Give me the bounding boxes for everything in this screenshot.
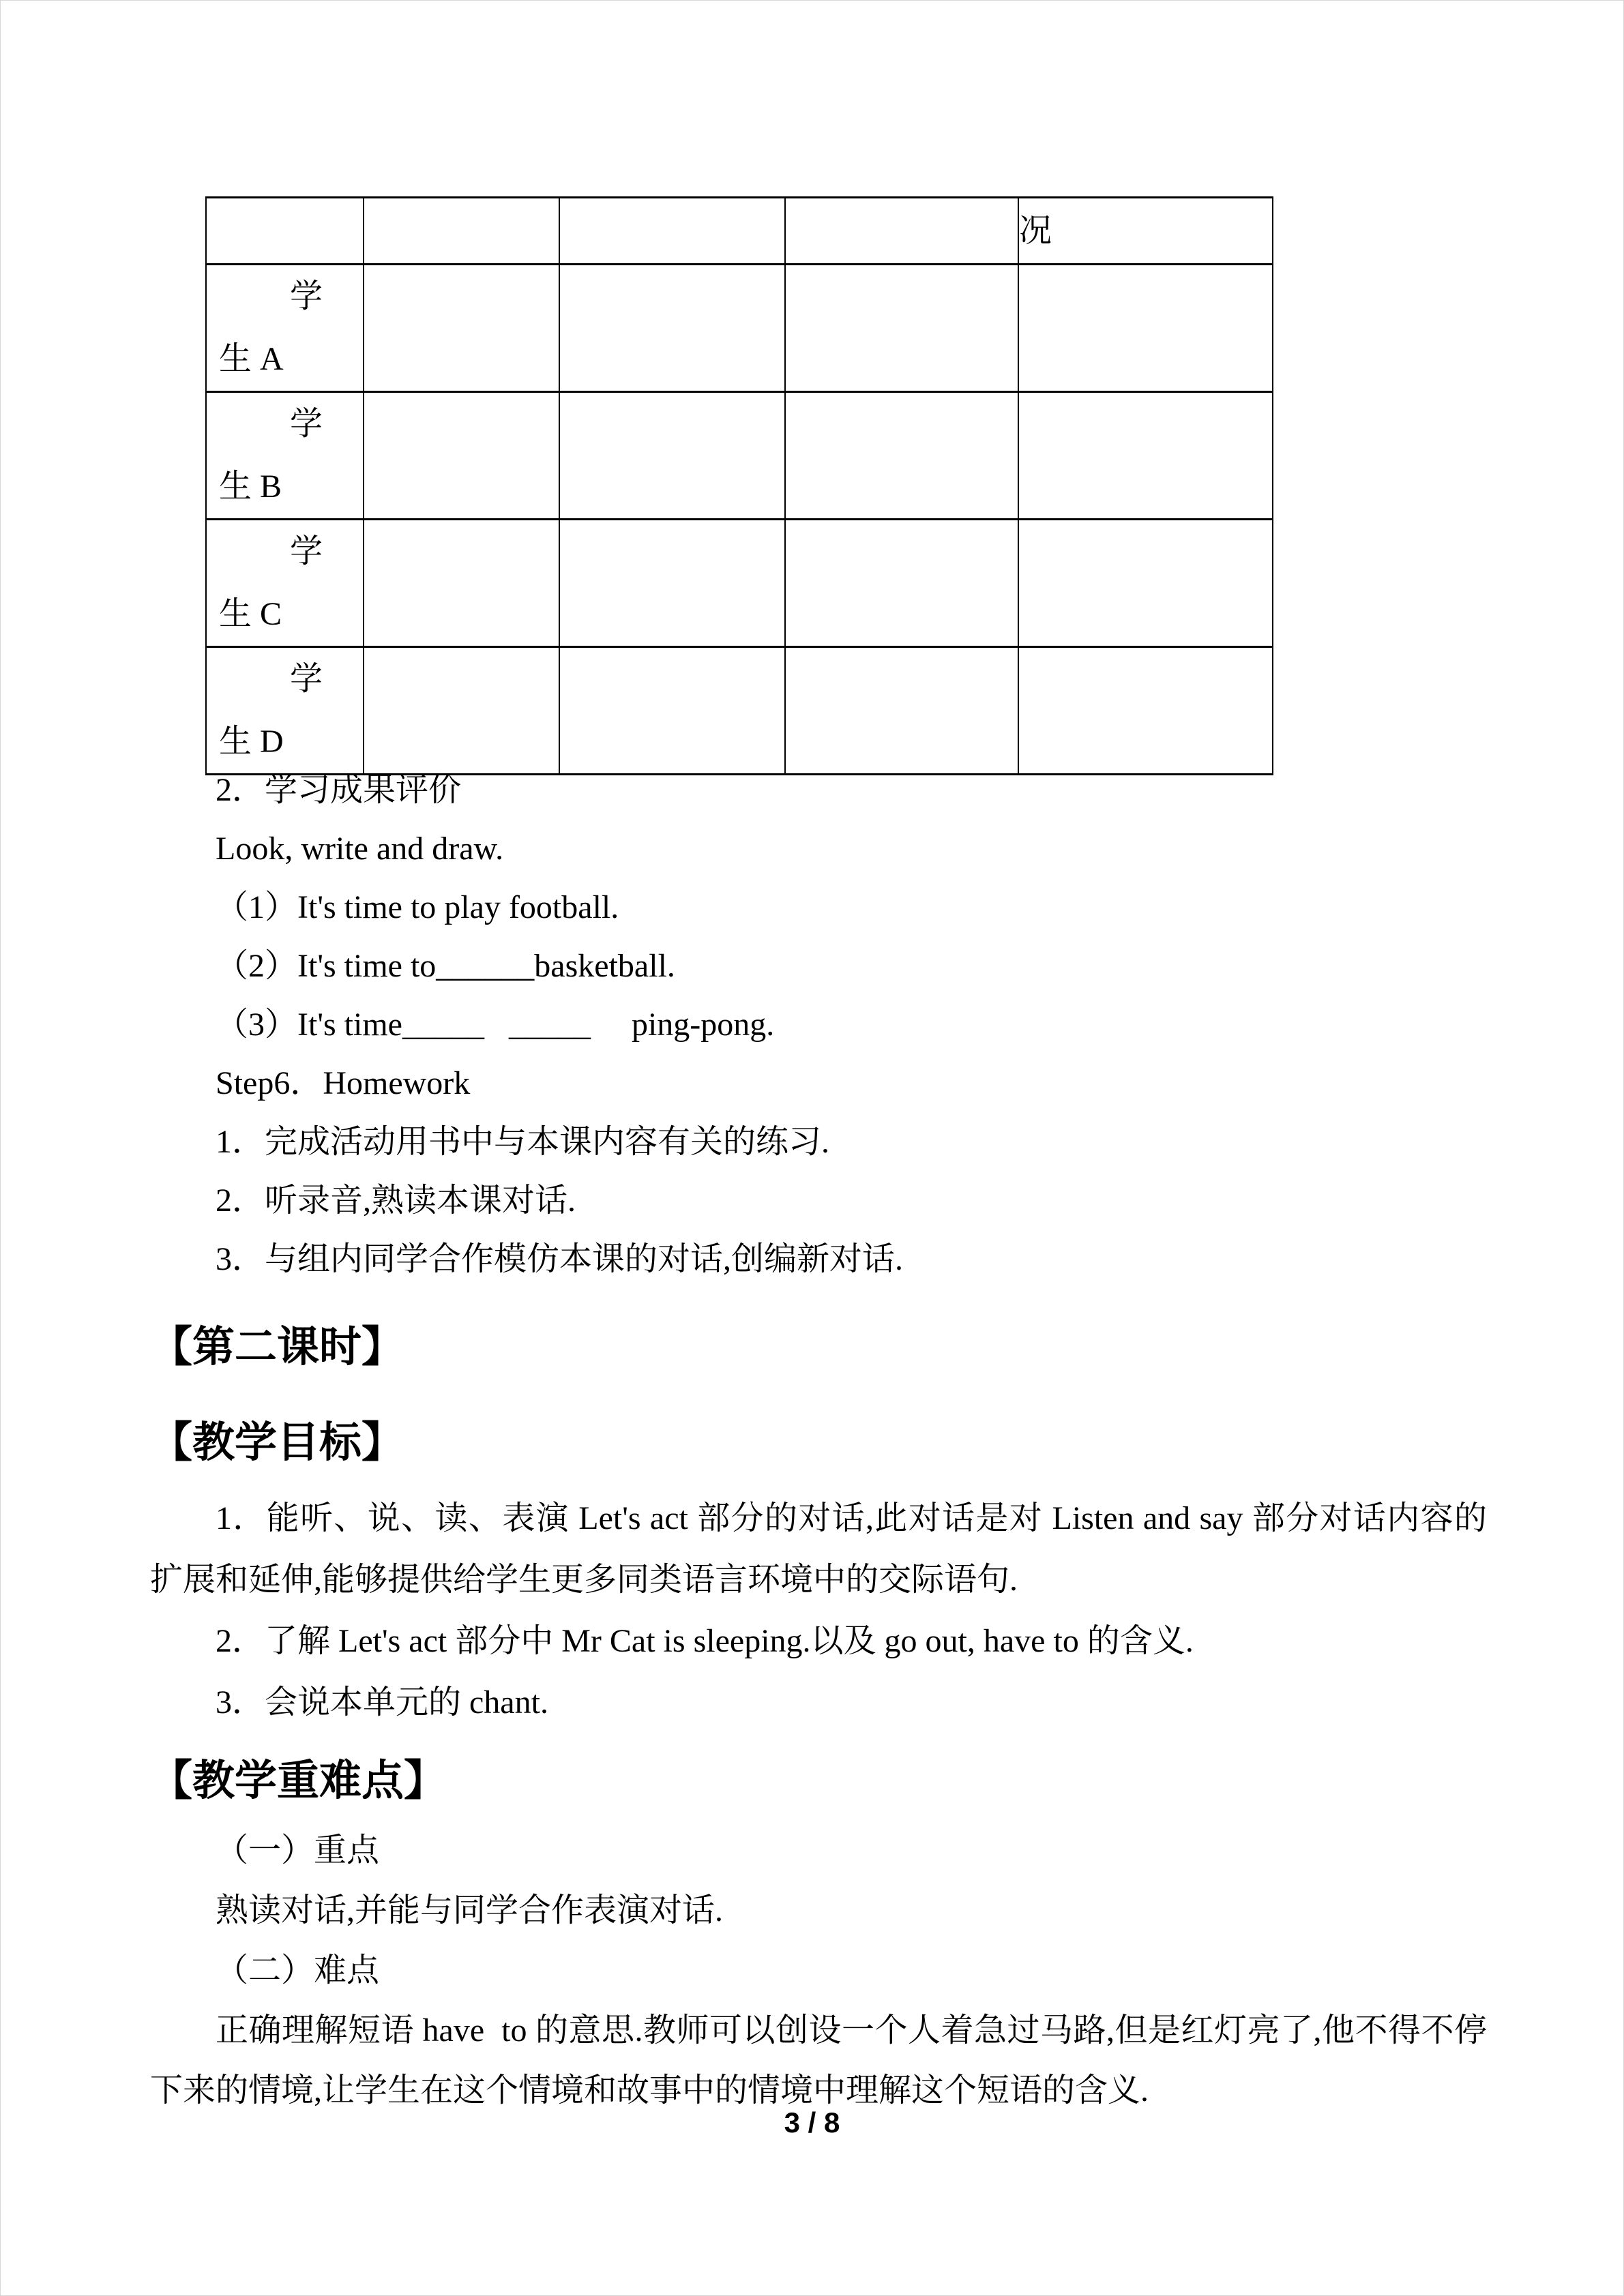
paragraph-homework-2: 2．听录音,熟读本课对话. (216, 1182, 576, 1219)
empty-cell (559, 520, 785, 647)
empty-cell (206, 198, 364, 265)
empty-cell (559, 647, 785, 775)
table-header-row (206, 198, 1273, 265)
paragraph-objective-2: 2．了解 Let's act 部分中 Mr Cat is sleeping.以及 go out, have to 的含义. (216, 1623, 1194, 1659)
heading-key-difficult-points: 【教学重难点】 (150, 1758, 447, 1804)
empty-cell (1018, 265, 1273, 392)
student-label-line1: 学 (290, 278, 323, 314)
empty-cell (1018, 647, 1273, 775)
student-label-line1: 学 (290, 533, 323, 569)
empty-cell (559, 265, 785, 392)
paragraph-look-write-draw: Look, write and draw. (216, 831, 504, 867)
student-label-line2: 生 C (219, 596, 282, 632)
empty-cell (785, 520, 1018, 647)
empty-cell (364, 265, 559, 392)
empty-cell (1018, 520, 1273, 647)
empty-cell (364, 647, 559, 775)
table-row-student-b (206, 392, 1273, 520)
paragraph-objective-1: 1．能听、说、读、表演 Let's act 部分的对话,此对话是对 Listen and say 部分对话内容的扩展和延伸,能够提供给学生更多同类语言环境中的交际语句. (150, 1500, 1487, 1598)
student-label-line1: 学 (290, 406, 323, 442)
heading-teaching-goals: 【教学目标】 (150, 1420, 404, 1466)
table-row-student-c (206, 520, 1273, 647)
empty-cell (785, 198, 1018, 265)
empty-cell (559, 198, 785, 265)
paragraph-item-3: （3）It's time_____ _____ ping-pong. (216, 1007, 775, 1043)
document-body (150, 761, 1487, 2121)
heading-lesson-2: 【第二课时】 (150, 1324, 404, 1371)
empty-cell (785, 265, 1018, 392)
student-label-line2: 生 A (219, 341, 284, 377)
header-cell-kuang: 况 (1018, 198, 1273, 265)
empty-cell (364, 392, 559, 520)
table-row-student-d (206, 647, 1273, 775)
paragraph-item-2: （2）It's time to______basketball. (216, 948, 675, 984)
empty-cell (1018, 392, 1273, 520)
student-d-label-cell (206, 647, 364, 775)
paragraph-homework-3: 3．与组内同学合作模仿本课的对话,创编新对话. (216, 1241, 904, 1277)
paragraph-eval-title: 2．学习成果评价 (216, 772, 462, 808)
paragraph-focus-label: （一）重点 (216, 1832, 380, 1868)
paragraph-focus: 熟读对话,并能与同学合作表演对话. (216, 1892, 724, 1928)
empty-cell (559, 392, 785, 520)
paragraph-objective-3: 3．会说本单元的 chant. (216, 1684, 548, 1720)
page-number: 3 / 8 (784, 2106, 840, 2138)
student-c-label-cell (206, 520, 364, 647)
paragraph-difficulty: 正确理解短语 have to 的意思.教师可以创设一个人着急过马路,但是红灯亮了,他不得不停下来的情境,让学生在这个情境和故事中的情境中理解这个短语的含义. (150, 2012, 1487, 2108)
empty-cell (364, 198, 559, 265)
student-label-line1: 学 (290, 661, 323, 697)
paragraph-item-1: （1）It's time to play football. (216, 889, 619, 925)
empty-cell (364, 520, 559, 647)
student-b-label-cell (206, 392, 364, 520)
empty-cell (785, 647, 1018, 775)
student-label-line2: 生 B (219, 468, 282, 505)
table-row-student-a (206, 265, 1273, 392)
student-label-line2: 生 D (219, 724, 284, 760)
group-evaluation-table (205, 196, 1273, 775)
paragraph-step6-homework: Step6．Homework (216, 1065, 471, 1101)
paragraph-difficulty-label: （二）难点 (216, 1952, 380, 1988)
paragraph-homework-1: 1．完成活动用书中与本课内容有关的练习. (216, 1124, 830, 1160)
student-a-label-cell (206, 265, 364, 392)
empty-cell (785, 392, 1018, 520)
